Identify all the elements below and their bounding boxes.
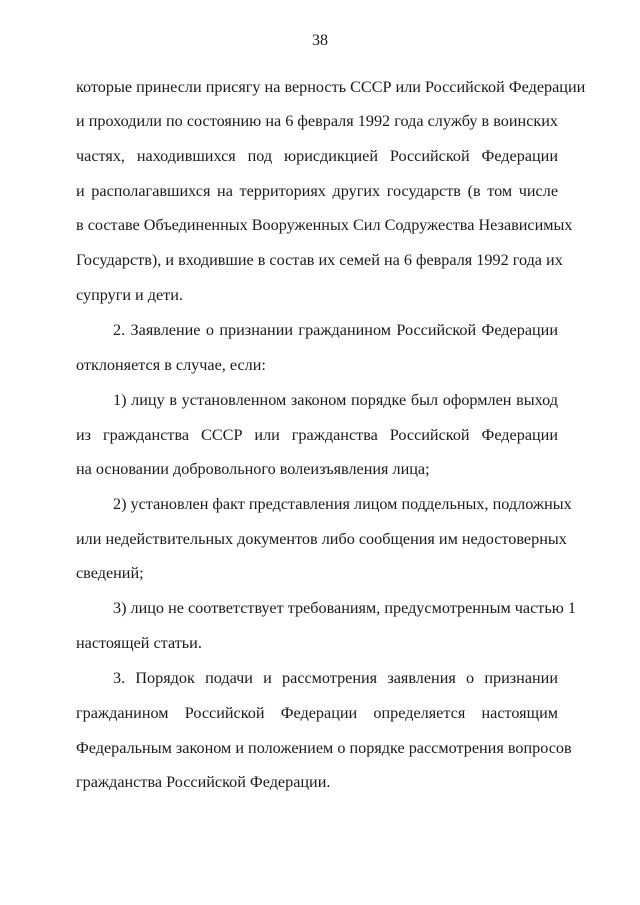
paragraph-2-first-line: 2. Заявление о признании гражданином Российской Федерации [113,321,558,339]
text-line: и располагавшихся на территориях других государств (в том числе [76,182,558,200]
paragraph-3-first-line: 3. Порядок подачи и рассмотрения заявления о признании [113,669,558,687]
text-line: сведений; [76,564,144,582]
text-line: которые принесли присягу на верность СССР или Российской Федерации [76,78,586,96]
text-line: гражданства Российской Федерации. [76,773,331,791]
text-line: в составе Объединенных Вооруженных Сил Содружества Независимых [76,216,573,234]
item-1-first-line: 1) лицу в установленном законом порядке был оформлен выход [113,391,558,409]
text-line: гражданином Российской Федерации определяется настоящим [76,704,558,722]
text-line: Государств), и входившие в состав их семей на 6 февраля 1992 года их [76,251,563,269]
page-number: 38 [312,32,328,49]
text-line: на основании добровольного волеизъявления лица; [76,460,430,478]
text-line: отклоняется в случае, если: [76,356,266,374]
text-line: частях, находившихся под юрисдикцией Российской Федерации [76,147,558,165]
item-2-first-line: 2) установлен факт представления лицом поддельных, подложных [113,495,572,513]
item-3-first-line: 3) лицо не соответствует требованиям, предусмотренным частью 1 [113,599,576,617]
text-line: или недействительных документов либо сообщения им недостоверных [76,530,567,548]
text-line: настоящей статьи. [76,634,202,652]
text-line: Федеральным законом и положением о порядке рассмотрения вопросов [76,739,572,757]
text-line: из гражданства СССР или гражданства Российской Федерации [76,426,558,444]
text-line: супруги и дети. [76,286,183,304]
text-line: и проходили по состоянию на 6 февраля 1992 года службу в воинских [76,112,558,130]
